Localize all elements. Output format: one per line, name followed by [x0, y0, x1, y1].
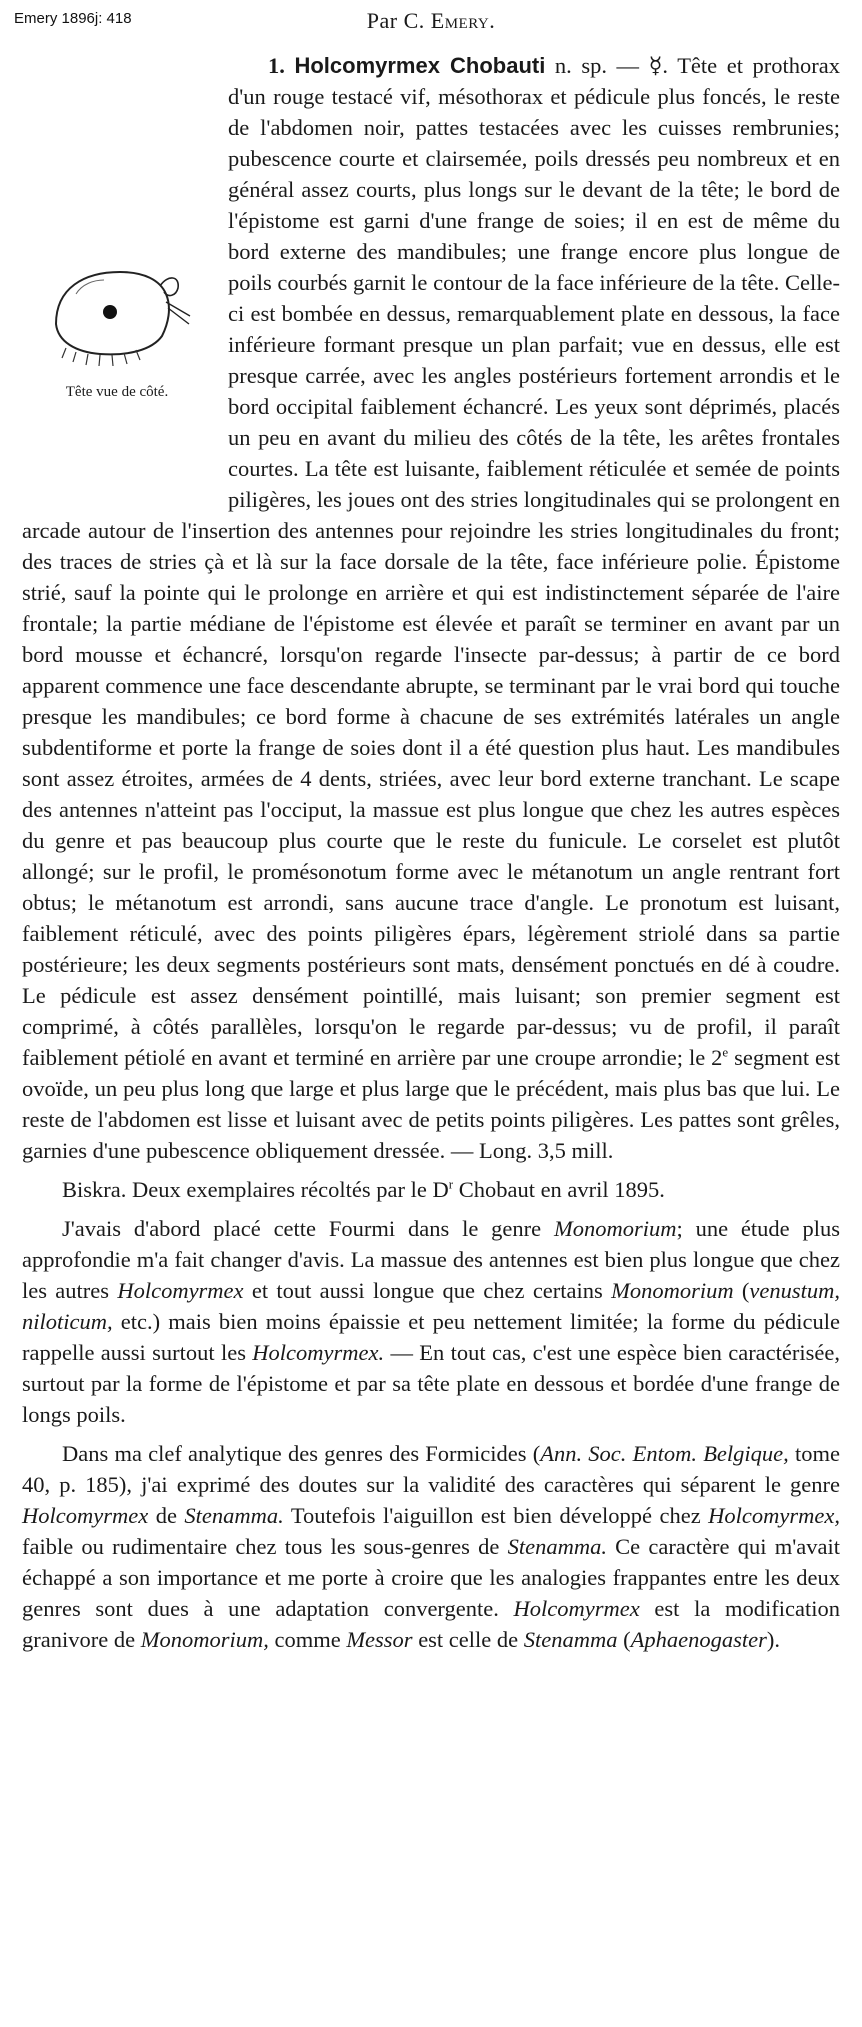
text-run: (: [617, 1627, 631, 1652]
running-head: [0, 8, 862, 34]
citation-label: Emery 1896j: 418: [14, 10, 132, 27]
text-run: J'avais d'abord placé cette Fourmi dans le genre: [62, 1216, 554, 1241]
text-run: est celle de: [412, 1627, 524, 1652]
text-run: ).: [766, 1627, 780, 1652]
figure-caption: Tête vue de côté.: [65, 384, 169, 400]
remarks-paragraph: [22, 1213, 840, 1430]
text-run: Toutefois l'aiguillon est bien développé chez: [283, 1503, 709, 1528]
locality-text: Biskra. Deux exemplaires récoltés par le D: [62, 1177, 449, 1202]
locality-date: Chobaut en avril 1895.: [453, 1177, 665, 1202]
body-text: [22, 50, 840, 1655]
text-run: tome 40, p. 185), j'ai exprimé des doutes sur la validité des caractères qui séparent le genre: [22, 1441, 840, 1497]
taxon-name: Holcomyrmex.: [252, 1340, 385, 1365]
text-run: et tout aussi longue que chez certains: [243, 1278, 612, 1303]
entry-number: 1.: [268, 53, 285, 78]
text-run: ; une étude plus approfondie m'a fait changer d'avis. La massue des antennes est bien plus longue que chez les autres: [22, 1216, 840, 1303]
species-name: Holcomyrmex Chobauti: [294, 53, 546, 78]
taxon-name: Stenamma.: [507, 1534, 607, 1559]
taxon-name: Holcomyrmex: [513, 1596, 640, 1621]
text-run: faible ou rudimentaire chez tous les sous-genres de: [22, 1534, 508, 1559]
discussion-paragraph: [22, 1438, 840, 1655]
description-part-2: segment est ovoïde, un peu plus long que large et plus large que le précédent, mais plus bas que lui. Le reste de l'abdomen est lisse et luisant avec de petits points piligères. Les pattes sont grêles, garnies d'une pubescence obliquement dressée. — Long. 3,5 mill.: [22, 1045, 840, 1163]
doctor-suffix: r: [448, 1176, 454, 1192]
text-run: de: [148, 1503, 185, 1528]
species-description: [22, 50, 840, 1166]
text-run: Ce caractère qui m'avait échappé a son importance et me porte à croire que les analogies frappantes entre les deux genres sont dues à une adaptation convergente.: [22, 1534, 840, 1621]
taxon-name: venustum, niloticum,: [22, 1278, 840, 1334]
locality-record: [22, 1174, 840, 1205]
taxon-name: Messor: [346, 1627, 413, 1652]
taxon-name: Stenamma.: [184, 1503, 284, 1528]
taxon-name: Holcomyrmex: [117, 1278, 244, 1303]
taxon-name: Monomorium,: [140, 1627, 269, 1652]
text-run: — En tout cas, c'est une espèce bien caractérisée, surtout par la forme de l'épistome et par sa tête plate en dessous et bordée d'une frange de longs poils.: [22, 1340, 840, 1427]
taxon-name: Aphaenogaster: [630, 1627, 767, 1652]
running-head-author: Emery.: [430, 8, 496, 33]
figure: [22, 236, 212, 488]
taxon-name: Holcomyrmex,: [708, 1503, 840, 1528]
taxon-name: Monomorium: [553, 1216, 677, 1241]
text-run: (: [733, 1278, 750, 1303]
taxon-name: Holcomyrmex: [22, 1503, 149, 1528]
journal-citation: Ann. Soc. Entom. Belgique,: [540, 1441, 789, 1466]
text-run: etc.) mais bien moins épaissie et peu nettement limitée; la forme du pédicule rappelle aussi surtout les: [22, 1309, 840, 1365]
description-part-1: Tête et prothorax d'un rouge testacé vif, mésothorax et pédicule plus foncés, le reste de l'abdomen noir, pattes testacées avec les cuisses rembrunies; pubescence courte et clairsemée, poils dressés peu nombreux et en général assez courts, plus longs sur le devant de la tête; le bord de l'épistome est garni d'une frange de soies; il en est de même du bord externe des mandibules; une frange encore plus longue de poils courbés garnit le contour de la face inférieure de la tête. Celle-ci est bombée en dessus, remarquablement plate en dessous, la face inférieure formant presque un plan parfait; vue en dessus, elle est presque carrée, avec les angles postérieurs fortement arrondis et le bord occipital faiblement échancré. Les yeux sont déprimés, placés un peu en avant du milieu des côtés de la tête, les arêtes frontales courtes. La tête est luisante, faiblement réticulée et semée de points piligères, les joues ont des stries longitudinales qui se prolongent en arcade autour de l'insertion des antennes pour rejoindre les stries longitudinales du front; des traces de stries çà et là sur la face dorsale de la tête, face inférieure polie. Épistome strié, sauf la pointe qui le prolonge en arrière et qui est indistinctement séparée de l'aire frontale; la partie médiane de l'épistome est élevée et paraît se terminer en avant par un bord mousse et échancré, lorsqu'on regarde l'insecte par-dessus; à partir de ce bord apparent commence une face descendante abrupte, se terminant par le vrai bord qui touche presque les mandibules; ce bord forme à chacune de ses extrémités latérales un angle subdentiforme et porte la frange de soies dont il a été question plus haut. Les mandibules sont assez étroites, armées de 4 dents, striées, avec leur bord externe tranchant. Le scape des antennes n'atteint pas l'occiput, la massue est plus longue que chez les autres espèces du genre et pas beaucoup plus courte que le reste du funicule. Le corselet est plutôt allongé; sur le profil, le promésonotum forme avec le métanotum un angle rentrant fort obtus; le métanotum est arrondi, sans aucune trace d'angle. Le pronotum est luisant, faiblement réticulé, avec des points piligères épars, légèrement striolé dans sa partie postérieure; les deux segments postérieurs sont mats, densément ponctués en dé à coudre. Le pédicule est assez densément pointillé, mais luisant; son premier segment est comprimé, à côtés parallèles, lorsqu'on le regarde par-dessus; vu de profil, il paraît faiblement pétiolé en avant et terminé en arrière par une croupe arrondie; le 2: [22, 53, 840, 1070]
ordinal-suffix: e: [722, 1044, 729, 1060]
running-head-prefix: Par C.: [366, 8, 425, 33]
text-run: Dans ma clef analytique des genres des Formicides (: [62, 1441, 541, 1466]
taxon-name: Monomorium: [611, 1278, 734, 1303]
ant-head-profile-icon: [42, 254, 192, 374]
taxon-name: Stenamma: [523, 1627, 618, 1652]
species-status: n. sp. — ☿.: [545, 53, 678, 78]
text-run: comme: [268, 1627, 347, 1652]
text-run: est la modification granivore de: [22, 1596, 840, 1652]
